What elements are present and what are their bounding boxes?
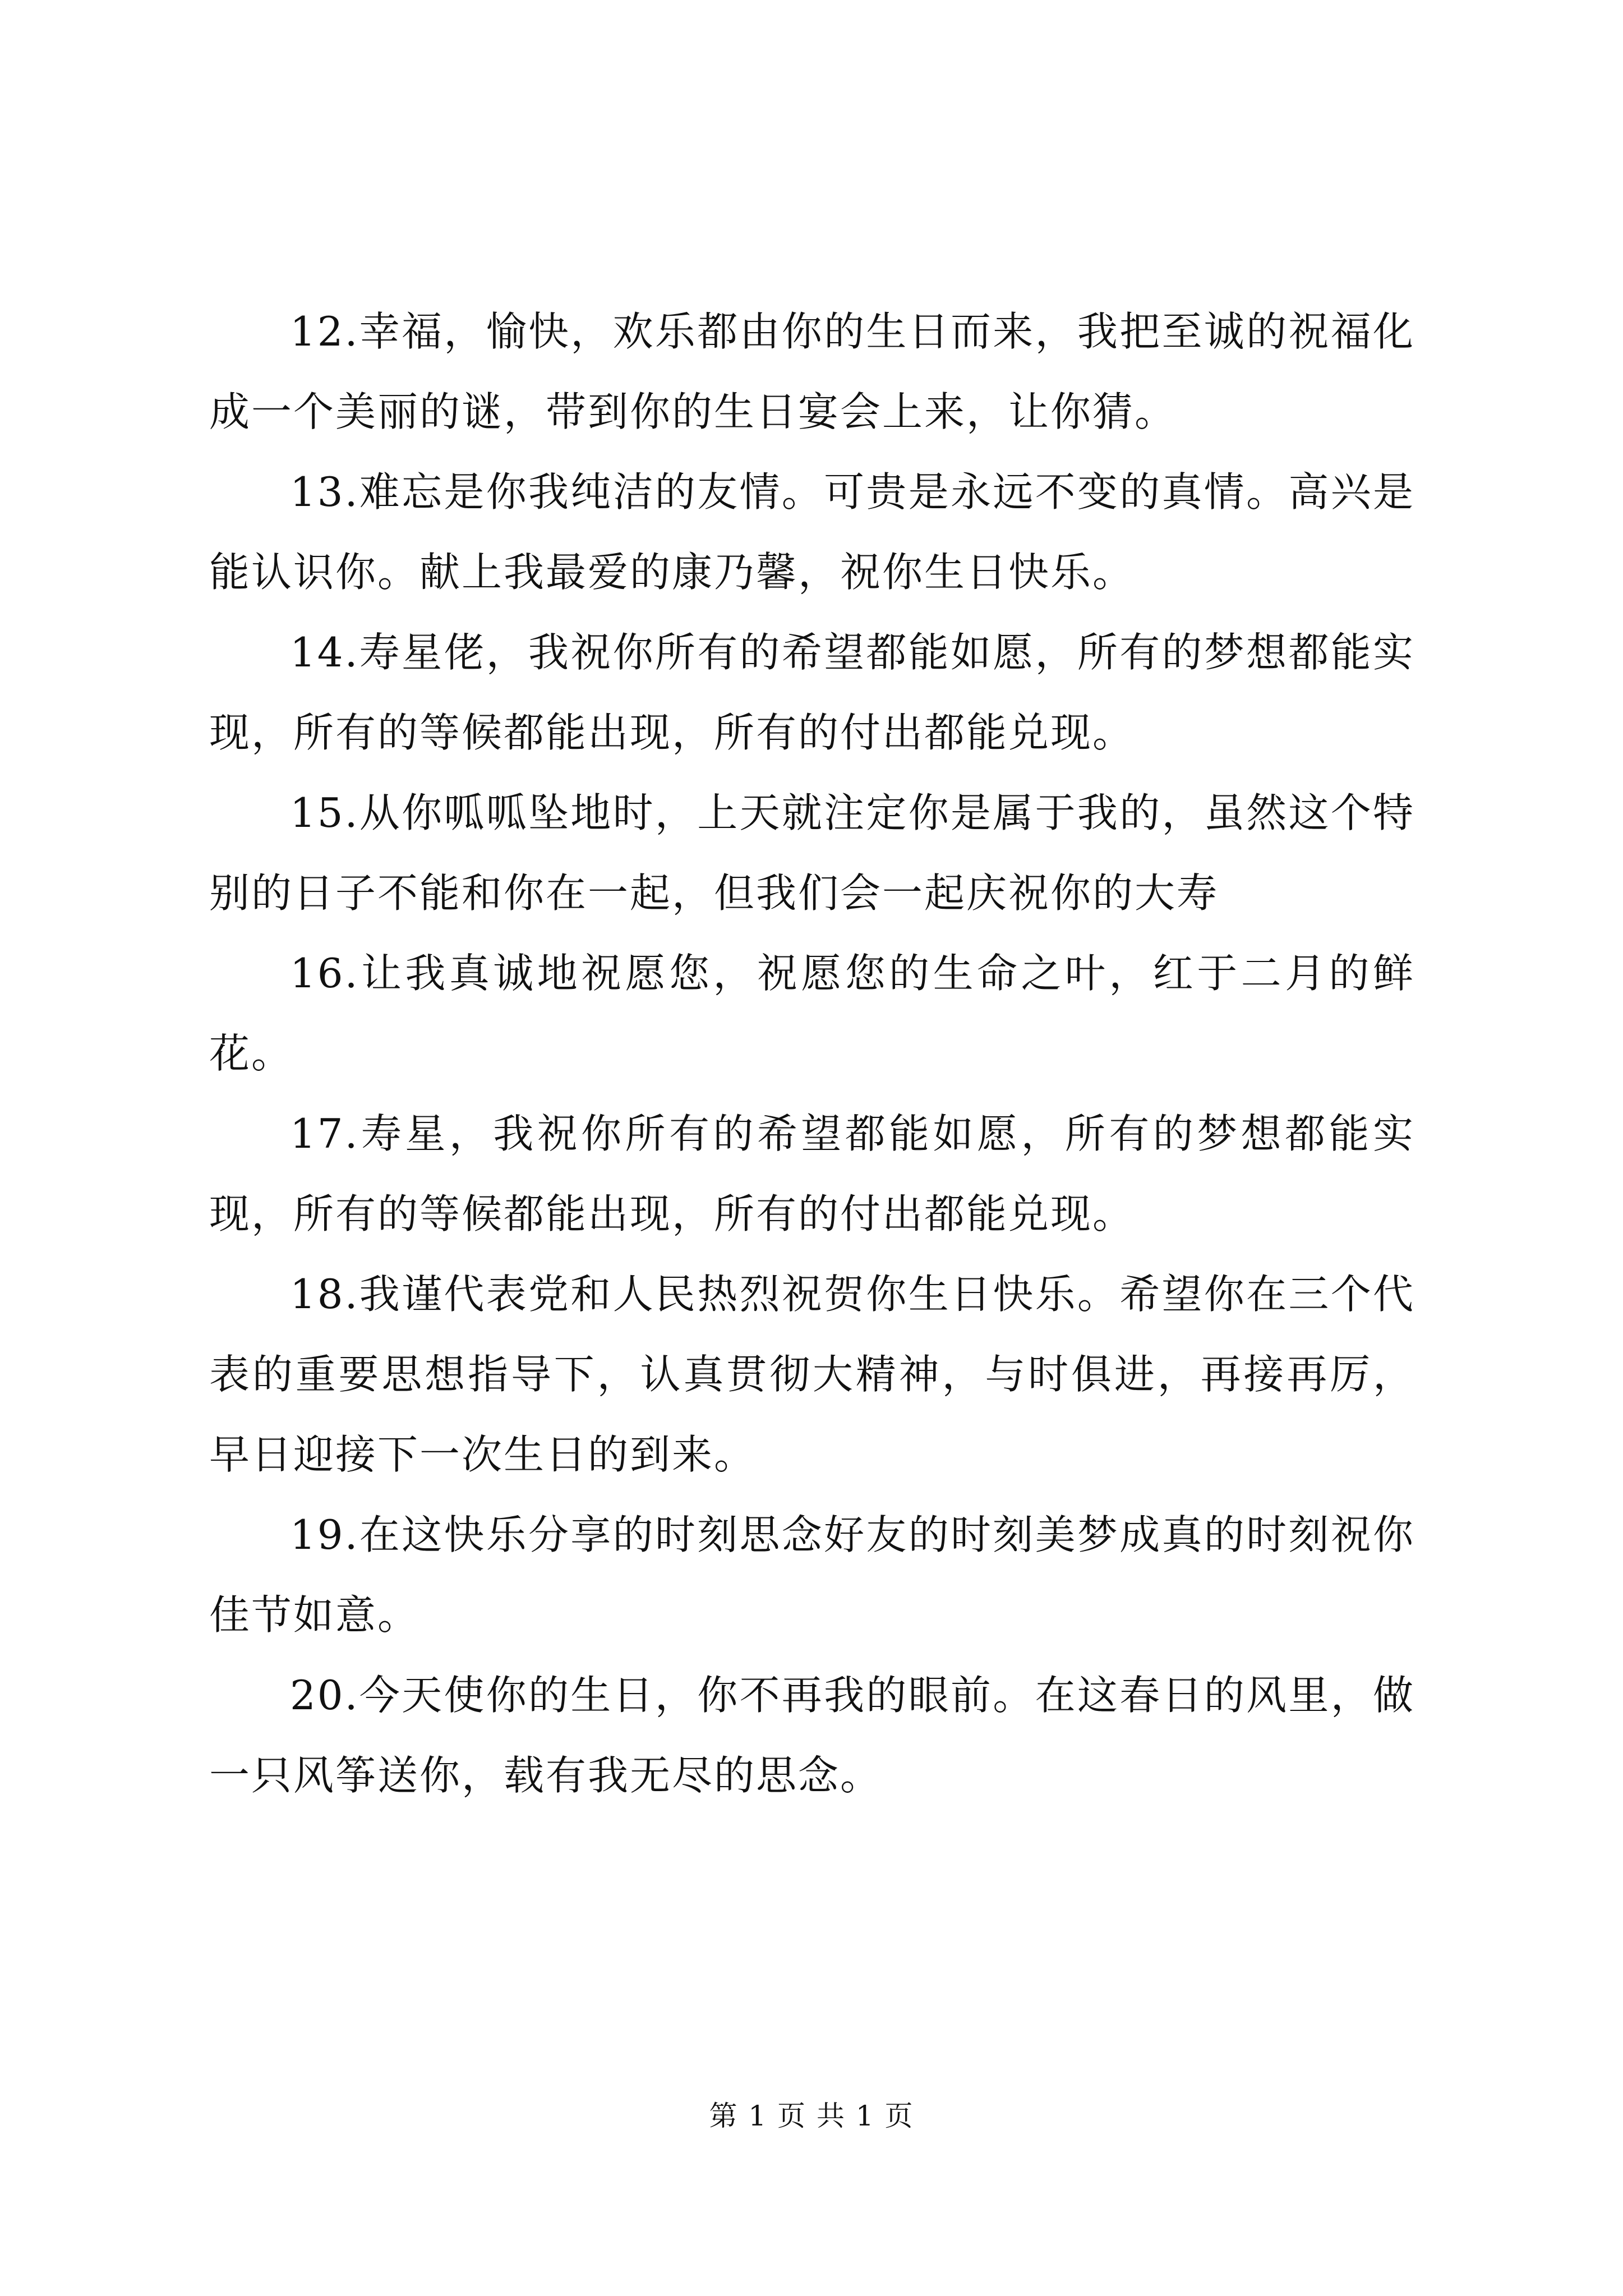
document-body bbox=[209, 292, 1415, 1816]
paragraph-13: 13.难忘是你我纯洁的友情。可贵是永远不变的真情。高兴是能认识你。献上我最爱的康乃馨，祝你生日快乐。 bbox=[209, 468, 1415, 596]
page-number-footer: 第 1 页 共 1 页 bbox=[709, 2100, 914, 2132]
paragraph-15: 15.从你呱呱坠地时，上天就注定你是属于我的，虽然这个特别的日子不能和你在一起，但我们会一起庆祝你的大寿 bbox=[209, 789, 1415, 917]
paragraph-12: 12.幸福，愉快，欢乐都由你的生日而来，我把至诚的祝福化成一个美丽的谜，带到你的生日宴会上来，让你猜。 bbox=[209, 308, 1415, 435]
paragraph-20: 20.今天使你的生日，你不再我的眼前。在这春日的风里，做一只风筝送你，载有我无尽的思念。 bbox=[209, 1672, 1415, 1799]
paragraph-17: 17.寿星，我祝你所有的希望都能如愿，所有的梦想都能实现，所有的等候都能出现，所有的付出都能兑现。 bbox=[209, 1110, 1415, 1237]
paragraph-14: 14.寿星佬，我祝你所有的希望都能如愿，所有的梦想都能实现，所有的等候都能出现，所有的付出都能兑现。 bbox=[209, 629, 1415, 756]
paragraph-16: 16.让我真诚地祝愿您，祝愿您的生命之叶，红于二月的鲜花。 bbox=[209, 950, 1415, 1077]
paragraph-19: 19.在这快乐分享的时刻思念好友的时刻美梦成真的时刻祝你佳节如意。 bbox=[209, 1511, 1415, 1639]
paragraph-18: 18.我谨代表党和人民热烈祝贺你生日快乐。希望你在三个代表的重要思想指导下，认真贯彻大精神，与时俱进，再接再厉，早日迎接下一次生日的到来。 bbox=[209, 1271, 1415, 1478]
